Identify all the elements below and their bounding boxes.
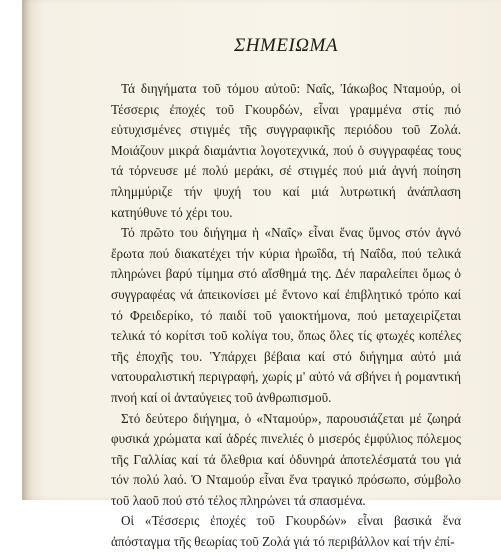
page-heading: ΣΗΜΕΙΩΜΑ xyxy=(234,35,338,56)
paragraph-1: Τά διηγήματα τοῦ τόμου αὐτοῦ: Ναΐς, Ἰάκωβος Νταμούρ, οἱ Τέσσερις ἐποχές τοῦ Γκουρδών, εἶναι γραμμένα στίς πιό εὐτυχισμένες στιγμές τῆς συγγραφικῆς περιόδου τοῦ Ζολά. Μοιάζουν μικρά διαμάντια λογοτεχνικά, πού ὁ συγγραφέας τους τά τόρνευσε μέ πολύ μεράκι, σέ στιγμές πού μιά ἁγνή ποίηση πλημμύριζε τήν ψυχή του καί μιά λυτρωτική ἀνάπλαση κατηύθυνε τό χέρι του. xyxy=(111,81,461,220)
paragraph-4: Οἱ «Τέσσερις ἐποχές τοῦ Γκουρδών» εἶναι βασικά ἕνα ἀπόσταγμα τῆς θεωρίας τοῦ Ζολά γιά τό περιβάλλον καί τήν ἐπί- xyxy=(111,513,461,550)
book-page xyxy=(22,0,501,550)
paragraph-2: Τό πρῶτο του διήγημα ἡ «Ναΐς» εἶναι ἕνας ὕμνος στόν ἁγνό ἔρωτα πού διακατέχει τήν κύρια ἡρωΐδα, τή Ναΐδα, πού τελικά πληρώνει βαρύ τίμημα στό αἴσθημά της. Δέν παραλείπει ὅμως ὁ συγγραφέας νά ἀπεικονίσει μέ ἔντονο καί ἐπιβλητικό τρόπο καί τό Φρειδερίκο, τό παιδί τοῦ γαιοκτήμονα, πού μεταχειρίζεται τελικά τό κορίτσι τοῦ κολίγα του, ὅπως ὅλες τίς φτωχές κοπέλες τῆς ἐποχῆς του. Ὑπάρχει βέβαια καί στό διήγημα αὐτό μιά νατουραλιστική περιγραφή, χωρίς μ' αὐτό νά σβήνει ἡ ρομαντική πνοή καί οἱ ἀνταύγειες τοῦ ἀνθρωπισμοῦ. xyxy=(111,225,461,405)
paragraph-3: Στό δεύτερο διήγημα, ὁ «Νταμούρ», παρουσιάζεται μέ ζωηρά φυσικά χρώματα καί ἁδρές πινελιές ὁ μισερός ἐμφύλιος πόλεμος τῆς Γαλλίας καί τά ὄλεθρια καί ὀδυνηρά ἀποτελέσματά του γιά τόν πολύ λαό. Ὁ Νταμούρ εἶναι ἕνα τραγικό πρόσωπο, σύμβολο τοῦ λαοῦ πού στό τέλος πληρώνει τά σπασμένα. xyxy=(111,410,461,508)
text-block xyxy=(111,34,461,553)
